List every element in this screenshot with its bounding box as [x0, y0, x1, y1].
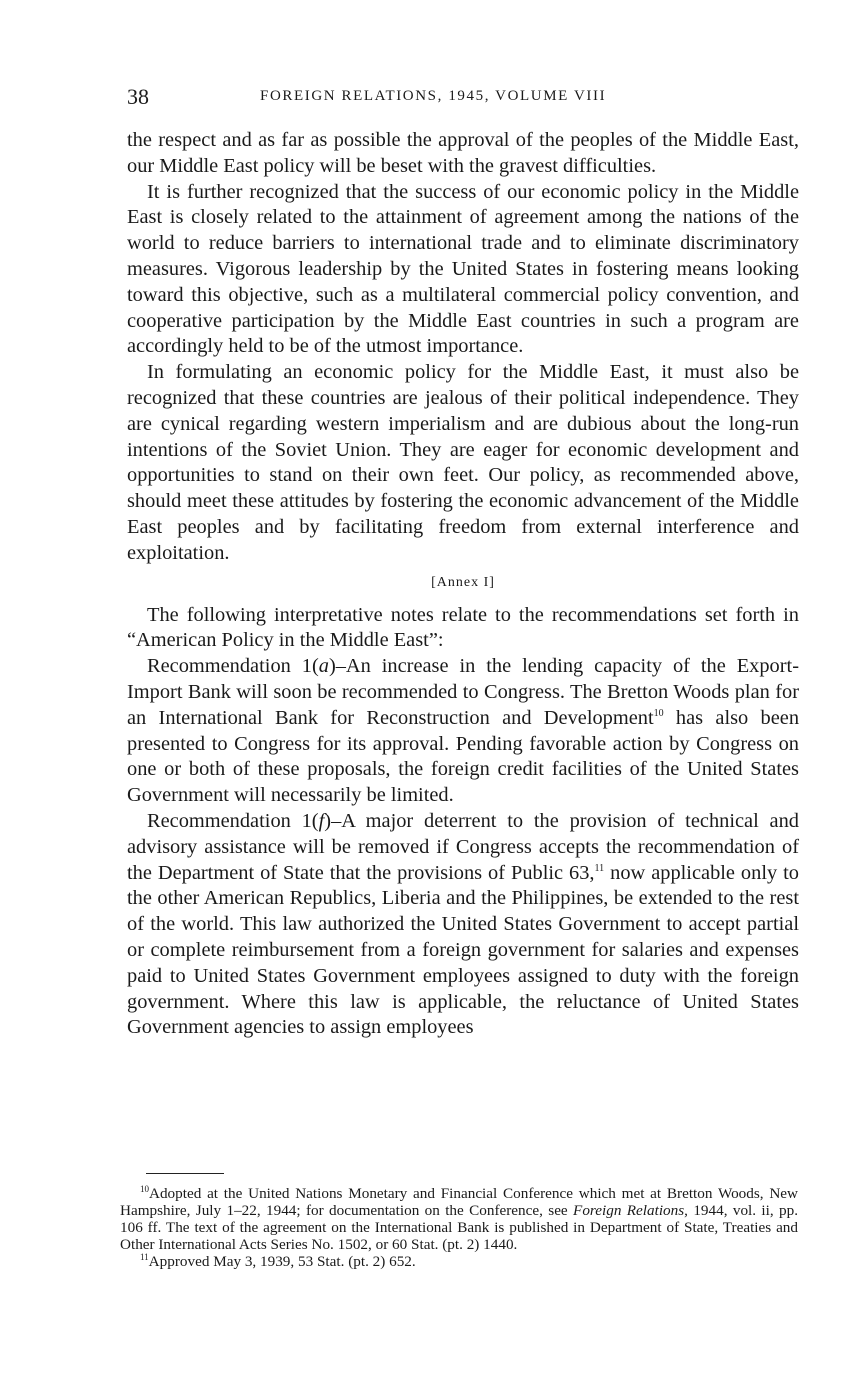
paragraph-6-text-b: now applicable only to the other American Republics, Liberia and the Philippines, be extended to the rest of the world. This law authorized the United States Government to accept partial or complete reimbursement from a foreign government for salaries and expenses paid to United States Government employees assigned to duty with the foreign government. Where this law is applicable, the reluctance of United States Government agencies to assign employees	[127, 861, 799, 1039]
recommendation-lead: Recommendation 1(	[147, 809, 319, 832]
footnote-ref-11: 11	[594, 862, 605, 874]
page-header	[127, 84, 799, 114]
paragraph-6	[127, 809, 799, 1041]
body-text	[127, 128, 799, 1041]
footnote-mark-10: 10	[140, 1183, 149, 1194]
footnotes	[120, 1185, 798, 1270]
paragraph-2: It is further recognized that the success of our economic policy in the Middle East is closely related to the attainment of agreement among the nations of the world to reduce barriers to international trade and to eliminate discriminatory measures. Vigorous leadership by the United States in fostering means looking toward this objective, such as a multilateral commercial policy convention, and cooperative participation by the Middle East countries in such a program are accordingly held to be of the utmost importance.	[127, 180, 799, 358]
footnote-mark-11: 11	[140, 1251, 149, 1262]
footnote-divider	[146, 1173, 224, 1174]
footnote-10-title: Foreign Relations	[573, 1202, 685, 1219]
paragraph-6-text-a: )–A major deterrent to the provision of technical and advisory assistance will be removed if Congress accepts the recommendation of the Department of State that the provisions of Public 63,	[127, 809, 799, 884]
recommendation-ref: a	[318, 655, 329, 678]
recommendation-lead: Recommendation 1(	[147, 655, 319, 678]
footnote-10-text-a: Adopted at the United Nations Monetary and Financial Conference which met at Bretton Woods, New Hampshire, July 1–22, 1944; for documentation on the Conference, see	[120, 1185, 798, 1219]
footnote-10-text-b: , 1944, vol. ii, pp. 106 ff. The text of the agreement on the International Bank is published in Department of State, Treaties and Other International Acts Series No. 1502, or 60 Stat. (pt. 2) 1440.	[120, 1202, 799, 1253]
recommendation-ref: f	[318, 809, 325, 832]
paragraph-4: The following interpretative notes relate to the recommendations set forth in “American Policy in the Middle East”:	[127, 603, 799, 652]
footnote-11-text: Approved May 3, 1939, 53 Stat. (pt. 2) 652.	[148, 1253, 416, 1270]
paragraph-5-text-b: has also been presented to Congress for its approval. Pending favorable action by Congress on one or both of these proposals, the foreign credit facilities of the United States Government will necessarily be limited.	[127, 706, 800, 807]
paragraph-3: In formulating an economic policy for the Middle East, it must also be recognized that these countries are jealous of their political independence. They are cynical regarding western imperialism and are dubious about the long-run intentions of the Soviet Union. They are eager for economic development and opportunities to stand on their own feet. Our policy, as recommended above, should meet these attitudes by fostering the economic advancement of the Middle East peoples and by facilitating freedom from external interference and exploitation.	[127, 361, 799, 564]
running-head: FOREIGN RELATIONS, 1945, VOLUME VIII	[260, 88, 607, 104]
annex-heading: [Annex I]	[431, 574, 495, 590]
paragraph-1: the respect and as far as possible the approval of the peoples of the Middle East, our Middle East policy will be beset with the gravest difficulties.	[127, 129, 799, 177]
paragraph-5-text-a: )–An increase in the lending capacity of the Export-Import Bank will soon be recommended to Congress. The Bretton Woods plan for an International Bank for Reconstruction and Development	[127, 655, 799, 729]
footnote-10	[120, 1185, 798, 1253]
footnote-ref-10: 10	[653, 707, 664, 719]
page-number: 38	[127, 84, 149, 109]
footnote-11	[120, 1253, 798, 1270]
paragraph-5	[127, 654, 799, 809]
